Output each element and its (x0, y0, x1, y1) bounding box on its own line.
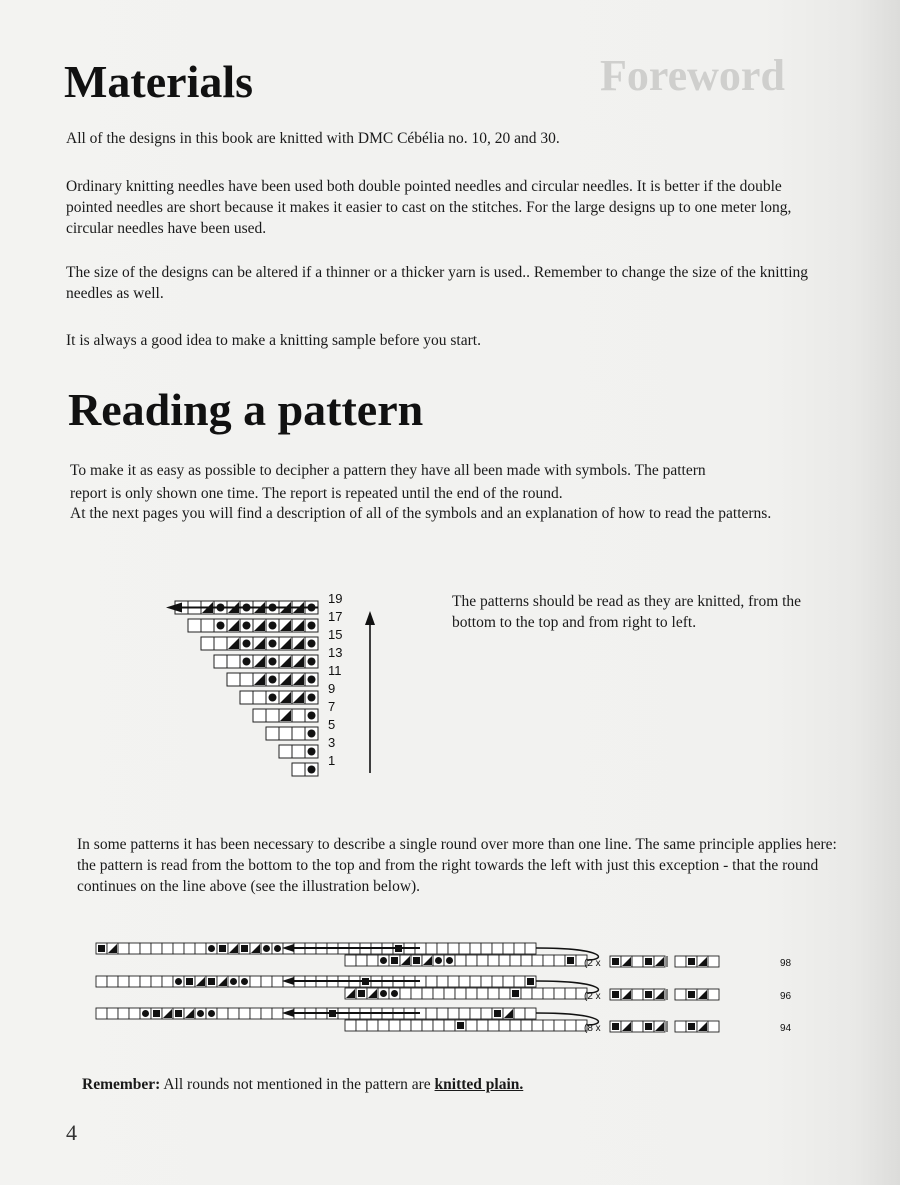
repeat-cell (708, 1021, 719, 1032)
chart-cell (411, 1020, 422, 1031)
materials-paragraph-3: The size of the designs can be altered if a thinner or a thicker yarn is used.. Remember to change the size of the knitting needles as well. (66, 264, 809, 302)
dot-symbol (197, 1010, 204, 1017)
filled-symbol (241, 945, 248, 952)
materials-paragraph-1: All of the designs in this book are knitted with DMC Cébélia no. 10, 20 and 30. (66, 130, 560, 147)
dot-symbol (217, 622, 225, 630)
chart-cell (253, 709, 266, 722)
filled-symbol (688, 958, 695, 965)
dot-symbol (308, 676, 316, 684)
chart-cell (492, 976, 503, 987)
chart-cell (448, 943, 459, 954)
repeat-cell (675, 956, 686, 967)
chart-cell (345, 1020, 356, 1031)
chart-cell (422, 988, 433, 999)
chart-cell (96, 1008, 107, 1019)
dot-symbol (175, 978, 182, 985)
chart-cell (140, 943, 151, 954)
chart-cell (525, 1008, 536, 1019)
dot-symbol (269, 676, 277, 684)
chart-cell (521, 1020, 532, 1031)
remember-text: All rounds not mentioned in the pattern are (160, 1076, 435, 1093)
dot-symbol (243, 658, 251, 666)
chart-cell (389, 1020, 400, 1031)
chart-cell (240, 691, 253, 704)
chart-cell (477, 955, 488, 966)
filled-symbol (512, 990, 519, 997)
remember-emphasis: knitted plain. (434, 1076, 524, 1093)
chart-cell (411, 988, 422, 999)
bleed-through-heading: Foreword (600, 51, 785, 100)
repeat-label: (2 x (584, 991, 601, 1002)
filled-symbol (645, 958, 652, 965)
chart-cell (510, 955, 521, 966)
dot-symbol (263, 945, 270, 952)
chart-cell (503, 943, 514, 954)
repeat-cell (708, 956, 719, 967)
chart-cell (499, 1020, 510, 1031)
row-number: 3 (328, 735, 336, 750)
chart-cell (466, 988, 477, 999)
dot-symbol (208, 1010, 215, 1017)
chart-cell (488, 955, 499, 966)
dot-symbol (308, 694, 316, 702)
dot-symbol (241, 978, 248, 985)
chart-cell (459, 976, 470, 987)
dot-symbol (308, 730, 316, 738)
chart-cell (466, 1020, 477, 1031)
chart-cell (433, 988, 444, 999)
chart-cell (470, 1008, 481, 1019)
round-number: 94 (780, 1023, 792, 1034)
chart-cell (470, 943, 481, 954)
filled-symbol (567, 957, 574, 964)
reading-paragraph-2: In some patterns it has been necessary to describe a single round over more than one line. The same principle applies here: the pattern is read from the bottom to the top and from the right towards the left with just this exception - that the round continues on the line above (see the illustration below). (77, 836, 837, 895)
chart-cell (477, 1020, 488, 1031)
triangle-pattern-chart (100, 585, 400, 780)
chart-cell (459, 943, 470, 954)
chart-cell (129, 1008, 140, 1019)
chart-cell (279, 727, 292, 740)
row-number: 11 (328, 663, 342, 678)
filled-symbol (186, 978, 193, 985)
chart-cell (499, 955, 510, 966)
chart-cell (162, 976, 173, 987)
chart-cell (214, 637, 227, 650)
filled-symbol (527, 978, 534, 985)
direction-arrow-head (166, 603, 182, 613)
chart-cell (510, 1020, 521, 1031)
dot-symbol (269, 640, 277, 648)
chart-cell (499, 988, 510, 999)
dot-symbol (308, 712, 316, 720)
chart-cell (292, 763, 305, 776)
dot-symbol (308, 766, 316, 774)
filled-symbol (219, 945, 226, 952)
dot-symbol (308, 658, 316, 666)
filled-symbol (208, 978, 215, 985)
filled-symbol (391, 957, 398, 964)
figure-note: The patterns should be read as they are knitted, from the bottom to the top and from right to left. (452, 593, 802, 631)
chart-cell (492, 943, 503, 954)
chart-cell (455, 955, 466, 966)
filled-symbol (413, 957, 420, 964)
up-arrow-head (365, 611, 375, 625)
chart-cell (261, 976, 272, 987)
chart-cell (107, 976, 118, 987)
filled-symbol (645, 1023, 652, 1030)
chart-cell (188, 619, 201, 632)
chart-cell (266, 709, 279, 722)
materials-paragraph-4: It is always a good idea to make a knitting sample before you start. (66, 332, 481, 349)
filled-symbol (645, 991, 652, 998)
chart-cell (261, 1008, 272, 1019)
repeat-label: (2 x (584, 958, 601, 969)
chart-cell (250, 976, 261, 987)
chart-cell (400, 988, 411, 999)
dot-symbol (274, 945, 281, 952)
chart-cell (107, 1008, 118, 1019)
dot-symbol (230, 978, 237, 985)
chart-cell (481, 1008, 492, 1019)
chart-cell (503, 976, 514, 987)
chart-cell (118, 943, 129, 954)
chart-cell (292, 709, 305, 722)
chart-cell (422, 1020, 433, 1031)
row-number: 7 (328, 699, 336, 714)
chart-cell (455, 988, 466, 999)
row-number: 9 (328, 681, 336, 696)
chart-cell (227, 673, 240, 686)
filled-symbol (457, 1022, 464, 1029)
chart-cell (266, 727, 279, 740)
chart-cell (437, 976, 448, 987)
chart-cell (227, 655, 240, 668)
chart-cell (345, 955, 356, 966)
repeat-cell (675, 989, 686, 1000)
dot-symbol (380, 990, 387, 997)
chart-cell (400, 1020, 411, 1031)
chart-cell (426, 943, 437, 954)
round-number: 98 (780, 958, 792, 969)
chart-cell (543, 988, 554, 999)
repeat-cell (632, 1021, 643, 1032)
chart-cell (129, 943, 140, 954)
chart-cell (448, 976, 459, 987)
dot-symbol (391, 990, 398, 997)
chart-cell (184, 943, 195, 954)
filled-symbol (688, 991, 695, 998)
chart-cell (448, 1008, 459, 1019)
filled-symbol (612, 991, 619, 998)
row-number: 19 (328, 591, 343, 606)
chart-cell (201, 619, 214, 632)
chart-cell (228, 1008, 239, 1019)
repeat-cell (632, 956, 643, 967)
reading-paragraph-1c: At the next pages you will find a description of all of the symbols and an explanation of how to read the patterns. (70, 505, 772, 522)
chart-cell (532, 1020, 543, 1031)
chart-cell (356, 955, 367, 966)
chart-cell (437, 1008, 448, 1019)
chart-cell (554, 988, 565, 999)
remember-note (82, 1074, 842, 1095)
filled-symbol (175, 1010, 182, 1017)
chart-cell (565, 1020, 576, 1031)
repeat-cell (708, 989, 719, 1000)
reading-paragraph-1b: report is only shown one time. The report is repeated until the end of the round. (70, 485, 563, 502)
chart-cell (129, 976, 140, 987)
round-number: 96 (780, 991, 792, 1002)
page-number: 4 (66, 1120, 77, 1145)
chart-cell (151, 976, 162, 987)
dot-symbol (208, 945, 215, 952)
chart-cell (514, 943, 525, 954)
dot-symbol (308, 748, 316, 756)
chart-cell (272, 976, 283, 987)
chart-cell (239, 1008, 250, 1019)
chart-cell (444, 988, 455, 999)
chart-cell (367, 1020, 378, 1031)
chart-cell (367, 955, 378, 966)
dot-symbol (308, 640, 316, 648)
chart-cell (444, 1020, 455, 1031)
filled-symbol (612, 1023, 619, 1030)
filled-symbol (494, 1010, 501, 1017)
row-number: 17 (328, 609, 343, 624)
chart-cell (525, 943, 536, 954)
chart-cell (521, 988, 532, 999)
chart-cell (481, 943, 492, 954)
chart-cell (140, 976, 151, 987)
chart-cell (554, 1020, 565, 1031)
chart-cell (162, 943, 173, 954)
dot-symbol (243, 622, 251, 630)
chart-cell (356, 1020, 367, 1031)
dot-symbol (269, 658, 277, 666)
chart-cell (201, 637, 214, 650)
repeat-cell (675, 1021, 686, 1032)
chart-cell (521, 955, 532, 966)
row-number: 13 (328, 645, 343, 660)
filled-symbol (688, 1023, 695, 1030)
chart-cell (514, 976, 525, 987)
chart-cell (292, 727, 305, 740)
chart-cell (532, 988, 543, 999)
filled-symbol (153, 1010, 160, 1017)
chart-cell (477, 988, 488, 999)
chart-cell (240, 673, 253, 686)
chart-cell (378, 1020, 389, 1031)
chart-cell (214, 655, 227, 668)
chart-cell (532, 955, 543, 966)
dot-symbol (380, 957, 387, 964)
repeat-label: (8 x (584, 1023, 601, 1034)
multi-line-round-chart (90, 938, 810, 1038)
dot-symbol (446, 957, 453, 964)
chart-cell (466, 955, 477, 966)
chart-cell (488, 988, 499, 999)
chart-cell (459, 1008, 470, 1019)
row-number: 5 (328, 717, 336, 732)
filled-symbol (358, 990, 365, 997)
chart-cell (272, 1008, 283, 1019)
chart-cell (250, 1008, 261, 1019)
chart-cell (433, 1020, 444, 1031)
filled-symbol (612, 958, 619, 965)
chart-cell (437, 943, 448, 954)
chart-cell (173, 943, 184, 954)
materials-paragraph-2: Ordinary knitting needles have been used both double pointed needles and circular needles. It is better if the double pointed needles are short because it makes it easier to cast on the stitches. For the large designs up to one meter long, circular needles have been used. (66, 178, 792, 237)
row-number: 1 (328, 753, 336, 768)
materials-heading: Materials (64, 56, 254, 107)
chart-cell (543, 1020, 554, 1031)
chart-cell (481, 976, 492, 987)
chart-cell (514, 1008, 525, 1019)
chart-cell (279, 745, 292, 758)
chart-cell (470, 976, 481, 987)
dot-symbol (142, 1010, 149, 1017)
chart-cell (554, 955, 565, 966)
chart-cell (217, 1008, 228, 1019)
dot-symbol (435, 957, 442, 964)
dot-symbol (269, 622, 277, 630)
chart-cell (118, 976, 129, 987)
repeat-cell (632, 989, 643, 1000)
chart-cell (292, 745, 305, 758)
chart-cell (565, 988, 576, 999)
remember-label: Remember: (82, 1076, 161, 1093)
chart-cell (426, 976, 437, 987)
reading-pattern-heading: Reading a pattern (68, 384, 424, 435)
dot-symbol (243, 640, 251, 648)
chart-cell (543, 955, 554, 966)
chart-cell (151, 943, 162, 954)
dot-symbol (308, 622, 316, 630)
filled-symbol (98, 945, 105, 952)
reading-paragraph-1a: To make it as easy as possible to decipher a pattern they have all been made with symbols. The pattern (70, 462, 706, 479)
dot-symbol (269, 694, 277, 702)
chart-cell (426, 1008, 437, 1019)
chart-cell (195, 943, 206, 954)
chart-cell (253, 691, 266, 704)
row-number: 15 (328, 627, 343, 642)
chart-cell (96, 976, 107, 987)
chart-cell (488, 1020, 499, 1031)
chart-cell (118, 1008, 129, 1019)
